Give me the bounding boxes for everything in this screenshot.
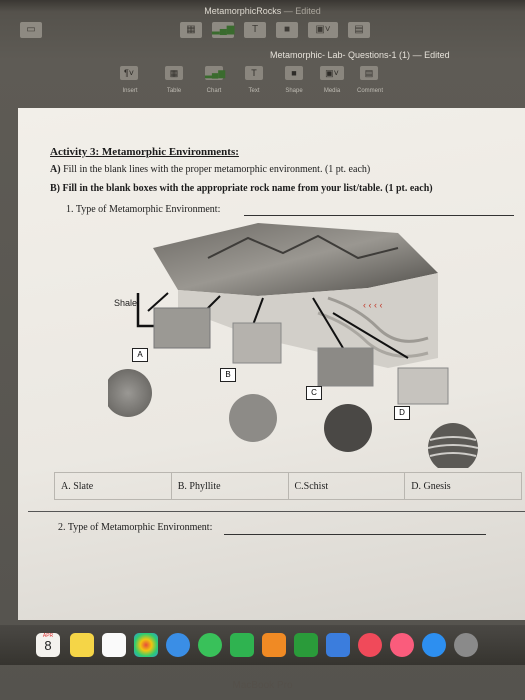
media-icon[interactable]: ▣˅	[320, 66, 344, 80]
dock	[0, 625, 525, 665]
text-icon[interactable]: T	[245, 66, 263, 80]
chart-icon[interactable]: ▂▄▆	[212, 22, 234, 38]
sidebar-toggle-button[interactable]: ▭	[20, 22, 42, 38]
paragraph-icon[interactable]: ¶˅	[120, 66, 138, 80]
settings-icon[interactable]	[454, 633, 478, 657]
instruction-a-text: Fill in the blank lines with the proper metamorphic environment. (1 pt. each)	[63, 164, 371, 175]
answer-row	[54, 472, 522, 500]
answer-cell-b[interactable]: B. Phyllite	[172, 473, 289, 499]
text-icon[interactable]: T	[244, 22, 266, 38]
toolbar-label-comment: Comment	[356, 88, 383, 94]
outer-toolbar	[20, 22, 500, 44]
shape-icon[interactable]: ■	[276, 22, 298, 38]
inner-title-text: Metamorphic- Lab- Questions-1 (1)	[270, 50, 411, 60]
activity-title: Activity 3: Metamorphic Environments:	[50, 146, 239, 158]
chart-icon[interactable]: ▂▄▆	[205, 68, 226, 78]
phyllite-circle	[229, 394, 277, 442]
rock-a-image	[233, 323, 281, 363]
shape-icon[interactable]: ■	[285, 66, 303, 80]
shale-rock-image	[154, 308, 210, 348]
instruction-a	[50, 164, 370, 175]
answer-cell-d[interactable]: D. Gnesis	[411, 481, 451, 492]
label-box-d[interactable]: D	[394, 406, 410, 420]
reminders-icon[interactable]	[102, 633, 126, 657]
comment-icon[interactable]: ▤	[348, 22, 370, 38]
toolbar-label-table: Table	[166, 88, 182, 94]
outer-status-text: Edited	[295, 6, 321, 16]
table-icon[interactable]: ▦	[165, 66, 183, 80]
app-store-icon[interactable]	[422, 633, 446, 657]
inner-status-text: Edited	[424, 50, 450, 60]
answer-cell-c[interactable]: C.Schist	[289, 473, 406, 499]
instruction-b-prefix: B)	[50, 183, 60, 194]
messages-icon[interactable]	[198, 633, 222, 657]
toolbar-label-shape: Shape	[285, 88, 303, 94]
numbers-icon[interactable]	[294, 633, 318, 657]
question-2: 2. Type of Metamorphic Environment:	[58, 522, 213, 533]
schist-circle	[324, 404, 372, 452]
toolbar-label-media: Media	[323, 88, 341, 94]
rock-d-image	[398, 368, 448, 404]
calendar-month: APR	[42, 633, 54, 639]
instruction-b-text: Fill in the blank boxes with the appropriate rock name from your list/table. (1 pt. each)	[62, 183, 433, 194]
table-icon[interactable]: ▦	[180, 22, 202, 38]
toolbar-label-insert: Insert	[122, 88, 138, 94]
document-toolbar	[110, 66, 410, 100]
toolbar-label-chart: Chart	[206, 88, 222, 94]
question-2-blank[interactable]	[224, 534, 486, 535]
facetime-icon[interactable]	[230, 633, 254, 657]
label-box-a[interactable]: A	[132, 348, 148, 362]
answer-cell-a[interactable]: A. Slate	[55, 473, 172, 499]
toolbar-label-text: Text	[248, 88, 260, 94]
label-box-b[interactable]: B	[220, 368, 236, 382]
safari-icon[interactable]	[166, 633, 190, 657]
notes-icon[interactable]	[70, 633, 94, 657]
outer-title-text: MetamorphicRocks	[204, 6, 282, 16]
diagram-graphic	[108, 218, 518, 468]
question-1-blank[interactable]	[244, 215, 514, 216]
media-icon[interactable]: ▣˅	[308, 22, 338, 38]
shale-label: Shale	[114, 298, 138, 308]
instruction-a-prefix: A)	[50, 164, 61, 175]
metamorphic-diagram	[108, 218, 518, 468]
rock-b-image	[318, 348, 373, 386]
heat-marks: ‹ ‹ ‹ ‹	[363, 300, 383, 310]
outer-window-title: MetamorphicRocks — Edited	[204, 6, 321, 16]
photos-icon[interactable]	[134, 633, 158, 657]
pages-icon[interactable]	[262, 633, 286, 657]
label-box-c[interactable]: C	[306, 386, 322, 400]
calendar-icon[interactable]	[36, 633, 60, 657]
laptop-brand: MacBook Pro	[232, 680, 293, 691]
keynote-icon[interactable]	[326, 633, 350, 657]
news-icon[interactable]	[358, 633, 382, 657]
comment-icon[interactable]: ▤	[360, 66, 378, 80]
slate-circle	[108, 369, 152, 417]
instruction-b	[50, 183, 433, 194]
shale-arrow	[138, 293, 154, 326]
calendar-day: 8	[44, 638, 52, 653]
music-icon[interactable]	[390, 633, 414, 657]
document-page	[18, 108, 525, 620]
question-1: 1. Type of Metamorphic Environment:	[66, 204, 221, 215]
section-divider	[28, 511, 525, 512]
inner-window-title: Metamorphic- Lab- Questions-1 (1) — Edited	[270, 50, 450, 60]
